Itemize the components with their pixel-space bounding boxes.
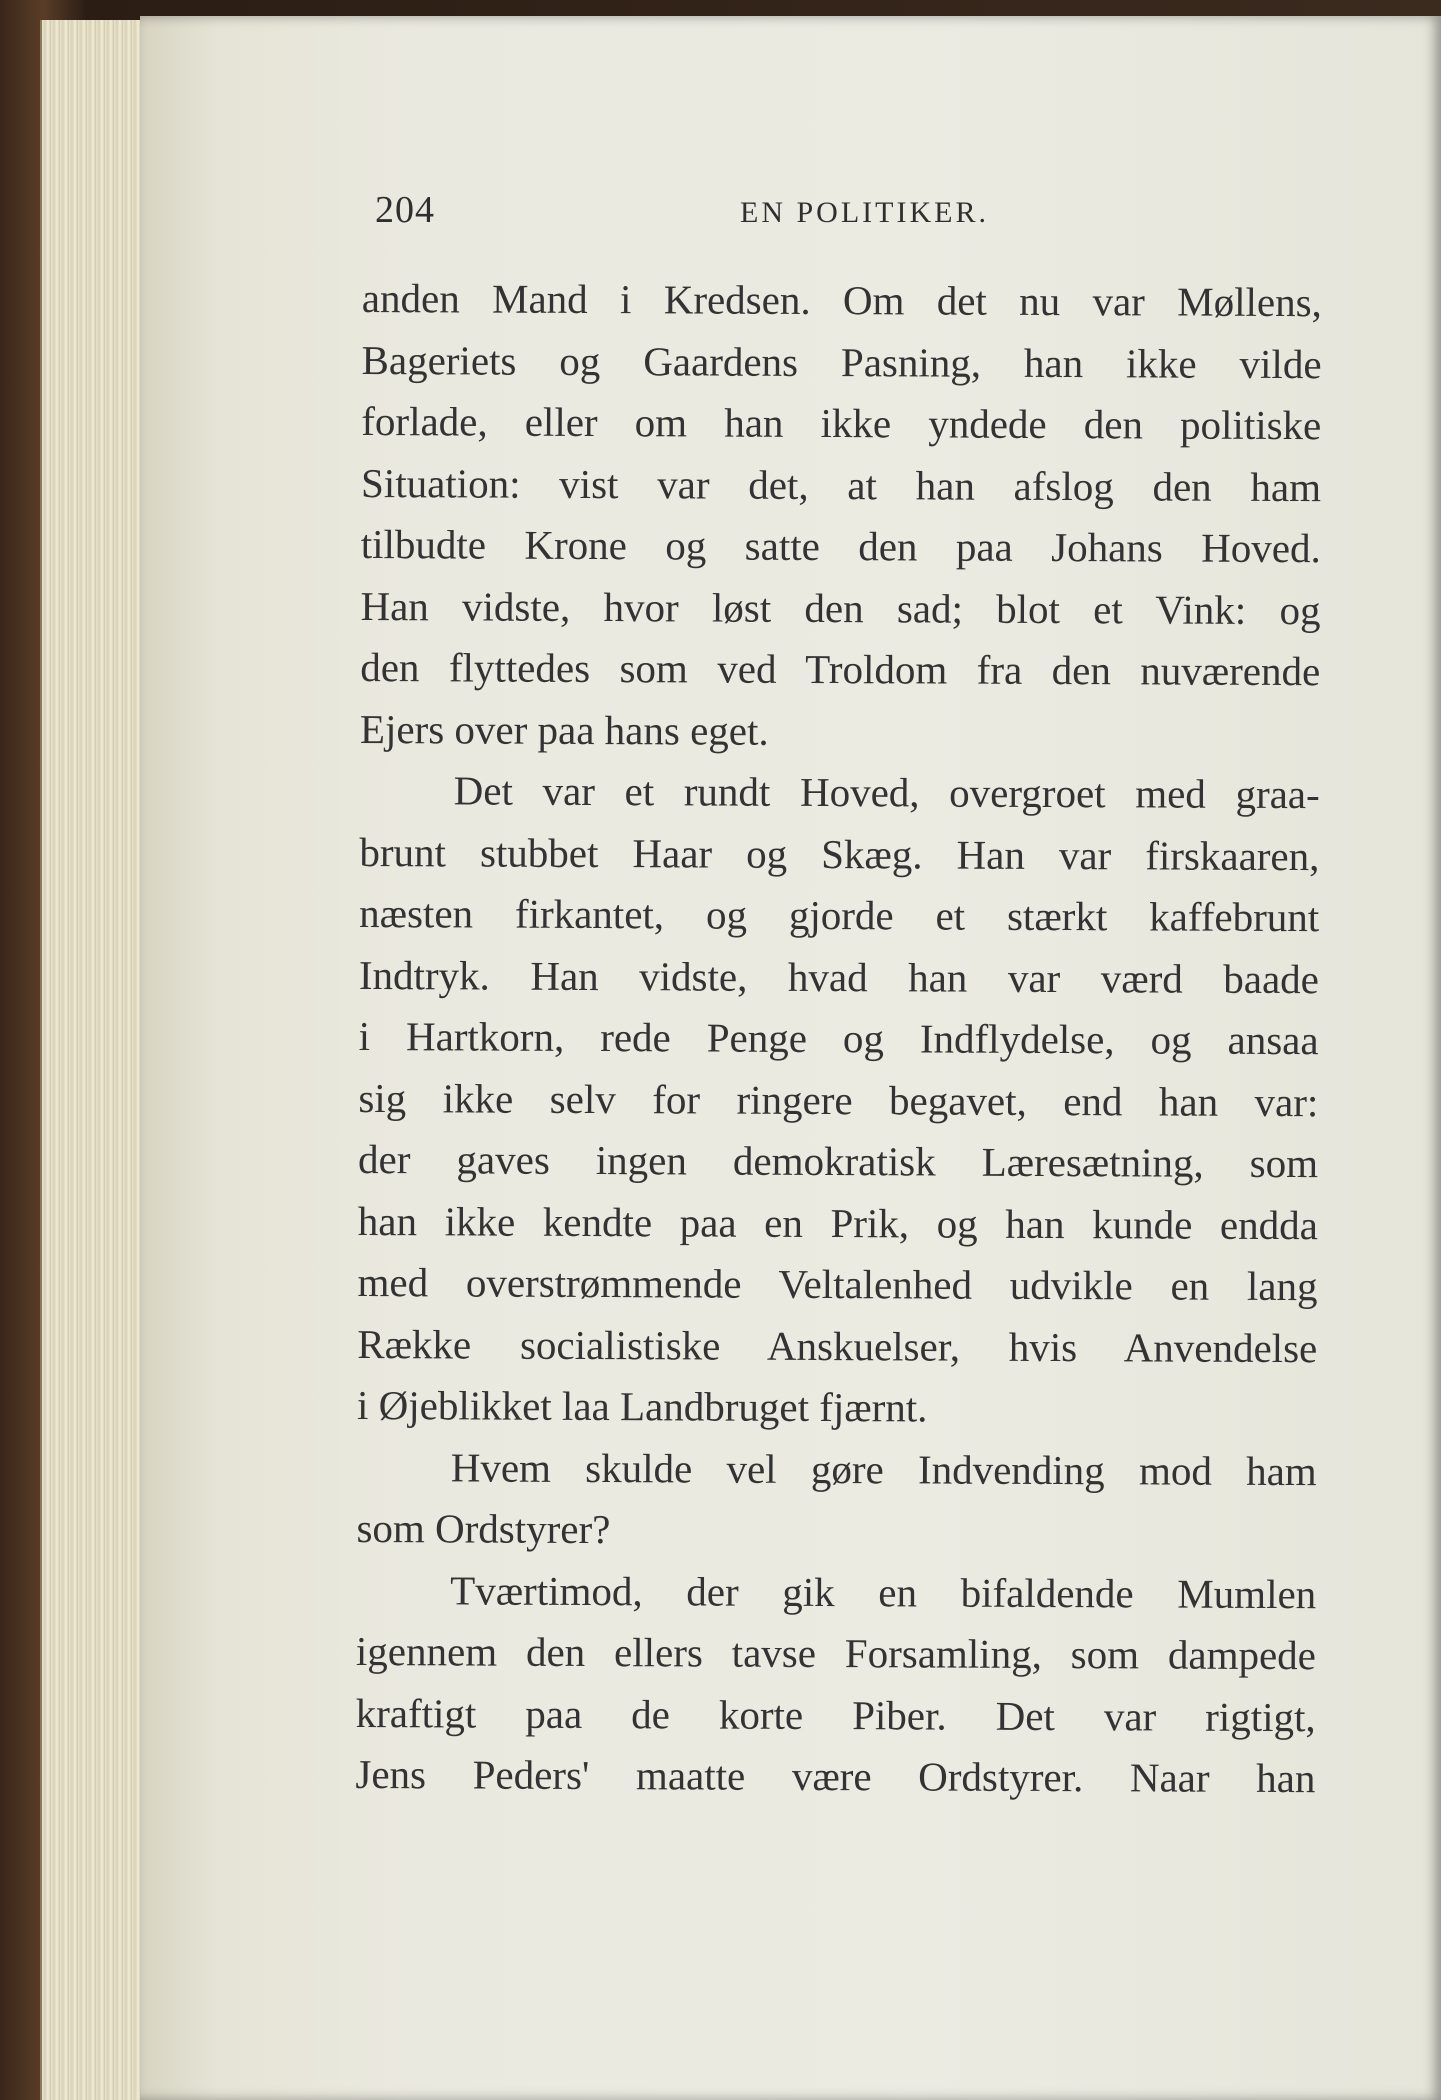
text-line: som Ordstyrer? (356, 1504, 611, 1553)
body-text (355, 268, 1322, 1810)
text-line: kraftigt paa de korte Piber. Det var rigtigt, (355, 1689, 1316, 1740)
text-line: Det var et rundt Hoved, overgroet med graa- (453, 767, 1320, 818)
text-line: der gaves ingen demokratisk Læresætning, som (358, 1135, 1319, 1187)
text-line: med overstrømmende Veltalenhed udvikle en lang (357, 1258, 1318, 1310)
text-line: Indtryk. Han vidste, hvad han var værd baade (358, 951, 1320, 1002)
text-line: han ikke kendte paa en Prik, og han kunde endda (357, 1197, 1318, 1248)
text-line: brunt stubbet Haar og Skæg. Han var firskaaren, (359, 828, 1320, 879)
text-line: Række socialistiske Anskuelser, hvis Anvendelse (357, 1320, 1318, 1371)
text-line: Hvem skulde vel gøre Indvending mod ham (450, 1443, 1317, 1494)
text-line: næsten firkantet, og gjorde et stærkt kaffebrunt (359, 889, 1320, 941)
text-line: i Øjeblikket laa Landbruget fjærnt. (356, 1381, 928, 1431)
text-line: Tværtimod, der gik en bifaldende Mumlen (450, 1566, 1317, 1617)
text-line: Bageriets og Gaardens Pasning, han ikke vilde (361, 336, 1322, 387)
text-line: Jens Peders' maatte være Ordstyrer. Naar han (355, 1750, 1316, 1802)
text-line: tilbudte Krone og satte den paa Johans Hoved. (360, 520, 1321, 572)
text-line: anden Mand i Kredsen. Om det nu var Møllens, (361, 274, 1322, 326)
text-line: igennem den ellers tavse Forsamling, som dampede (355, 1627, 1317, 1679)
text-line: den flyttedes som ved Troldom fra den nuværende (360, 643, 1321, 695)
text-line: Situation: vist var det, at han afslog den ham (360, 459, 1322, 510)
running-head (375, 188, 1355, 238)
text-line: forlade, eller om han ikke yndede den politiske (361, 397, 1322, 449)
text-line: sig ikke selv for ringere begavet, end han var: (358, 1074, 1319, 1125)
running-title: EN POLITIKER. (740, 196, 989, 229)
page-number: 204 (375, 189, 435, 231)
text-line: Ejers over paa hans eget. (359, 705, 769, 754)
text-line: i Hartkorn, rede Penge og Indflydelse, og ansaa (358, 1012, 1319, 1064)
text-line: Han vidste, hvor løst den sad; blot et Vink: og (360, 582, 1321, 633)
